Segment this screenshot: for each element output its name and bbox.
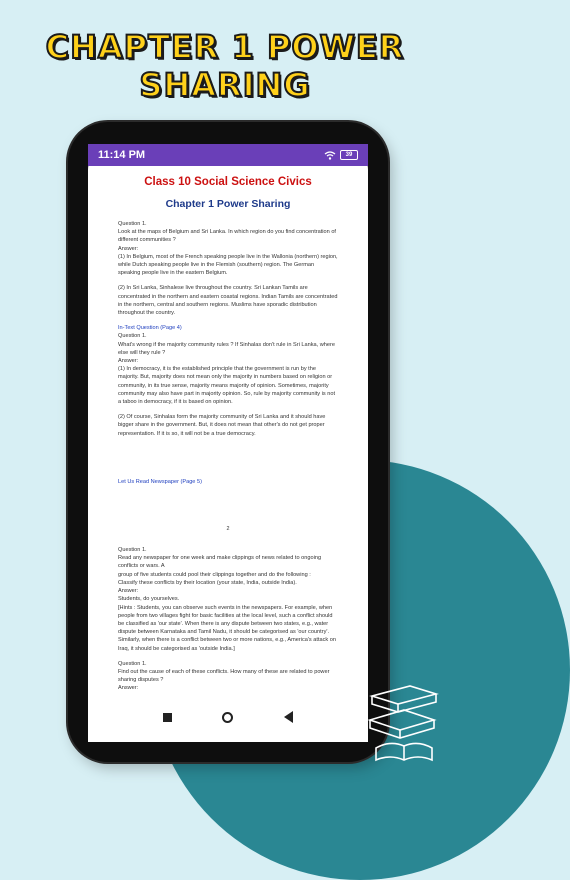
promo-banner-title: CHAPTER 1 POWER SHARING bbox=[45, 28, 405, 104]
answer-paragraph: Question 1. Read any newspaper for one week and make clippings of news related to ongoing conflicts or wars. A group of five students could pool their clippings together and do the following : Classify these conflicts by their location (your state, India, outside India). Answer: Students, do yourselves. [Hints : Students, you can observe such events in the newspapers. For example, when people from two villages fight for basic facilities at the local level, such a conflict should be classified as 'our state'. When there is any dispute between two states, e.g., water dispute between Karnataka and Tamil Nadu, it should be categorised as 'our country'. Similarly, when there is a conflict between two or more nations, e.g., America's attack on Iraq, it should be categorised as 'outside India.] bbox=[118, 547, 336, 652]
status-time: 11:14 PM bbox=[98, 149, 146, 161]
document-title: Class 10 Social Science Civics bbox=[144, 176, 312, 188]
phone-screen bbox=[88, 144, 368, 742]
wifi-icon bbox=[324, 151, 336, 160]
intext-question-link[interactable]: In-Text Question (Page 4) bbox=[118, 325, 182, 332]
document-subtitle: Chapter 1 Power Sharing bbox=[165, 198, 291, 210]
status-icons bbox=[324, 150, 358, 160]
nav-back-icon[interactable] bbox=[284, 711, 293, 723]
page-number: 2 bbox=[226, 526, 230, 533]
nav-home-icon[interactable] bbox=[222, 712, 233, 723]
answer-paragraph: Question 1. Look at the maps of Belgium and Sri Lanka. In which region do you find concentration of different communities ? Answer: (1) In Belgium, most of the French speaking people live in the Wallonia (northern) region, while Dutch speaking people live in the Flemish (southern) region. The German speaking people live in the eastern Belgium. bbox=[118, 221, 338, 277]
books-illustration bbox=[364, 676, 444, 766]
answer-paragraph: Question 1. What's wrong if the majority community rules ? If Sinhalas don't rule in Sri Lanka, where else will they rule ? Answer: (1) In democracy, it is the established principle that the government is run by the majority. But, majority does not mean only the majority in numbers based on religion or community, in its true sense, majority means majority of opinion. Sometimes, majority community may also have part in majority opinion. So, rule by majority community is not a taboo in democracy, if it is based on opinion. bbox=[118, 333, 335, 406]
answer-paragraph: Question 1. Find out the cause of each of these conflicts. How many of these are related to power sharing disputes ? Answer: bbox=[118, 660, 330, 692]
answer-paragraph: (2) Of course, Sinhalas form the majority community of Sri Lanka and it should have bigger share in the government. But, it does not mean that other's do not get proper representation. If it is so, it will not be a true democracy. bbox=[118, 414, 326, 437]
battery-icon: 39 bbox=[340, 150, 358, 160]
answer-paragraph: (2) In Sri Lanka, Sinhalese live throughout the country. Sri Lankan Tamils are concentrated in the northern and eastern coastal regions. Indian Tamils are concentrated in the northern, central and southern regions. Muslims have sporadic distribution throughout the country. bbox=[118, 285, 338, 317]
document-view[interactable] bbox=[88, 166, 368, 698]
nav-recents-icon[interactable] bbox=[163, 713, 172, 722]
android-nav-bar bbox=[88, 692, 368, 742]
status-bar bbox=[88, 144, 368, 166]
newspaper-section-link[interactable]: Let Us Read Newspaper (Page 5) bbox=[118, 478, 202, 485]
